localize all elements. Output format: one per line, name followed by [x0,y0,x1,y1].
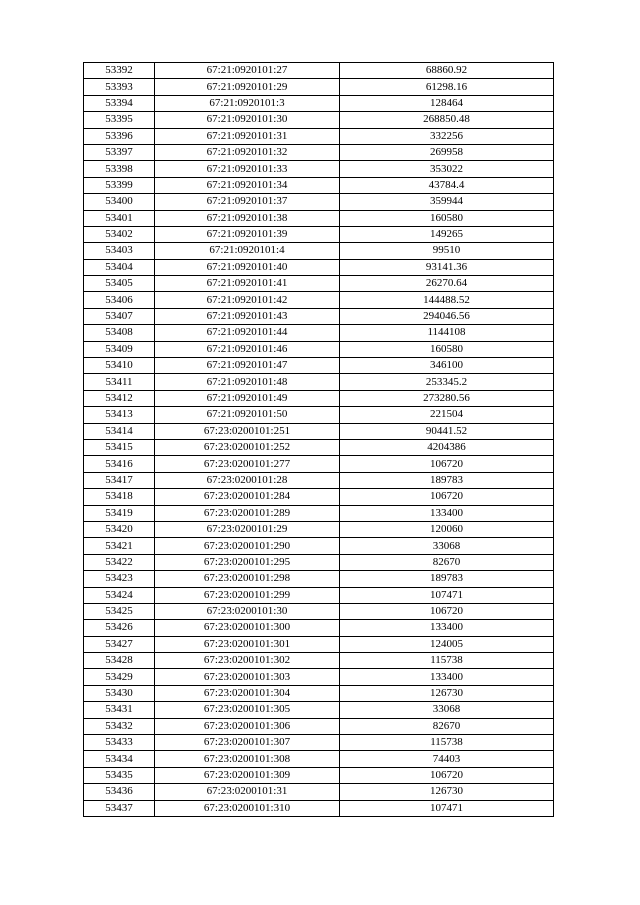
cadastral-number-cell: 67:23:0200101:277 [155,456,340,472]
value-cell: 74403 [340,751,554,767]
value-cell: 332256 [340,128,554,144]
table-row [84,603,554,619]
row-number-cell: 53417 [84,472,155,488]
cadastral-number-cell: 67:21:0920101:46 [155,341,340,357]
row-number-cell: 53403 [84,243,155,259]
table-row [84,554,554,570]
row-number-cell: 53422 [84,554,155,570]
cadastral-number-cell: 67:21:0920101:34 [155,177,340,193]
cadastral-number-cell: 67:23:0200101:251 [155,423,340,439]
value-cell: 269958 [340,144,554,160]
cadastral-number-cell: 67:21:0920101:39 [155,226,340,242]
value-cell: 120060 [340,521,554,537]
value-cell: 273280.56 [340,390,554,406]
value-cell: 128464 [340,95,554,111]
value-cell: 99510 [340,243,554,259]
row-number-cell: 53429 [84,669,155,685]
row-number-cell: 53392 [84,63,155,79]
table-row [84,79,554,95]
cadastral-number-cell: 67:21:0920101:49 [155,390,340,406]
row-number-cell: 53413 [84,407,155,423]
table-row [84,63,554,79]
row-number-cell: 53409 [84,341,155,357]
table-row [84,390,554,406]
table-row [84,538,554,554]
cadastral-number-cell: 67:21:0920101:32 [155,144,340,160]
table-row [84,161,554,177]
table-row [84,784,554,800]
value-cell: 61298.16 [340,79,554,95]
cadastral-number-cell: 67:21:0920101:50 [155,407,340,423]
row-number-cell: 53427 [84,636,155,652]
table-row [84,718,554,734]
cadastral-number-cell: 67:21:0920101:42 [155,292,340,308]
value-cell: 82670 [340,718,554,734]
row-number-cell: 53437 [84,800,155,816]
value-cell: 107471 [340,800,554,816]
row-number-cell: 53397 [84,144,155,160]
row-number-cell: 53394 [84,95,155,111]
table-row [84,636,554,652]
cadastral-number-cell: 67:21:0920101:37 [155,194,340,210]
table-row [84,669,554,685]
row-number-cell: 53428 [84,653,155,669]
value-cell: 126730 [340,685,554,701]
table-row [84,243,554,259]
value-cell: 160580 [340,210,554,226]
table-row [84,358,554,374]
table-row [84,259,554,275]
cadastral-number-cell: 67:23:0200101:310 [155,800,340,816]
row-number-cell: 53410 [84,358,155,374]
cadastral-number-cell: 67:21:0920101:38 [155,210,340,226]
value-cell: 253345.2 [340,374,554,390]
row-number-cell: 53423 [84,571,155,587]
cadastral-number-cell: 67:23:0200101:295 [155,554,340,570]
cadastral-number-cell: 67:23:0200101:308 [155,751,340,767]
value-cell: 144488.52 [340,292,554,308]
table-row [84,685,554,701]
row-number-cell: 53412 [84,390,155,406]
table-row [84,341,554,357]
cadastral-number-cell: 67:23:0200101:31 [155,784,340,800]
table-row [84,489,554,505]
table-row [84,587,554,603]
value-cell: 149265 [340,226,554,242]
table-row [84,374,554,390]
row-number-cell: 53425 [84,603,155,619]
row-number-cell: 53436 [84,784,155,800]
value-cell: 133400 [340,669,554,685]
cadastral-number-cell: 67:23:0200101:29 [155,521,340,537]
value-cell: 346100 [340,358,554,374]
cadastral-number-cell: 67:21:0920101:47 [155,358,340,374]
value-cell: 26270.64 [340,276,554,292]
table-row [84,292,554,308]
row-number-cell: 53418 [84,489,155,505]
table-row [84,308,554,324]
value-cell: 1144108 [340,325,554,341]
cadastral-number-cell: 67:21:0920101:40 [155,259,340,275]
value-cell: 4204386 [340,439,554,455]
value-cell: 133400 [340,620,554,636]
cadastral-number-cell: 67:23:0200101:252 [155,439,340,455]
row-number-cell: 53434 [84,751,155,767]
value-cell: 82670 [340,554,554,570]
row-number-cell: 53398 [84,161,155,177]
row-number-cell: 53401 [84,210,155,226]
table-row [84,521,554,537]
row-number-cell: 53405 [84,276,155,292]
table-row [84,571,554,587]
row-number-cell: 53424 [84,587,155,603]
row-number-cell: 53414 [84,423,155,439]
row-number-cell: 53435 [84,767,155,783]
row-number-cell: 53421 [84,538,155,554]
table-row [84,800,554,816]
cadastral-number-cell: 67:23:0200101:301 [155,636,340,652]
value-cell: 68860.92 [340,63,554,79]
cadastral-number-cell: 67:21:0920101:48 [155,374,340,390]
cadastral-number-cell: 67:23:0200101:28 [155,472,340,488]
row-number-cell: 53400 [84,194,155,210]
table-row [84,767,554,783]
cadastral-number-cell: 67:23:0200101:307 [155,735,340,751]
value-cell: 133400 [340,505,554,521]
table-row [84,407,554,423]
value-cell: 294046.56 [340,308,554,324]
value-cell: 106720 [340,603,554,619]
row-number-cell: 53432 [84,718,155,734]
row-number-cell: 53420 [84,521,155,537]
value-cell: 124005 [340,636,554,652]
table-row [84,653,554,669]
cadastral-number-cell: 67:23:0200101:305 [155,702,340,718]
table-row [84,128,554,144]
cadastral-number-cell: 67:21:0920101:27 [155,63,340,79]
value-cell: 33068 [340,538,554,554]
cadastral-number-cell: 67:23:0200101:284 [155,489,340,505]
table-row [84,325,554,341]
value-cell: 107471 [340,587,554,603]
cadastral-number-cell: 67:23:0200101:290 [155,538,340,554]
value-cell: 106720 [340,489,554,505]
table-row [84,177,554,193]
data-table [83,62,554,817]
cadastral-number-cell: 67:23:0200101:299 [155,587,340,603]
row-number-cell: 53402 [84,226,155,242]
row-number-cell: 53393 [84,79,155,95]
table-row [84,620,554,636]
row-number-cell: 53419 [84,505,155,521]
cadastral-number-cell: 67:23:0200101:302 [155,653,340,669]
value-cell: 33068 [340,702,554,718]
value-cell: 115738 [340,653,554,669]
value-cell: 43784.4 [340,177,554,193]
value-cell: 353022 [340,161,554,177]
row-number-cell: 53404 [84,259,155,275]
value-cell: 189783 [340,571,554,587]
table-row [84,702,554,718]
table-body [84,63,554,817]
row-number-cell: 53416 [84,456,155,472]
table-row [84,456,554,472]
row-number-cell: 53395 [84,112,155,128]
value-cell: 106720 [340,456,554,472]
value-cell: 160580 [340,341,554,357]
row-number-cell: 53406 [84,292,155,308]
row-number-cell: 53430 [84,685,155,701]
cadastral-number-cell: 67:21:0920101:44 [155,325,340,341]
cadastral-number-cell: 67:23:0200101:30 [155,603,340,619]
value-cell: 115738 [340,735,554,751]
table-row [84,439,554,455]
table-row [84,210,554,226]
row-number-cell: 53408 [84,325,155,341]
cadastral-number-cell: 67:23:0200101:289 [155,505,340,521]
row-number-cell: 53407 [84,308,155,324]
value-cell: 189783 [340,472,554,488]
row-number-cell: 53415 [84,439,155,455]
table-row [84,735,554,751]
cadastral-number-cell: 67:21:0920101:31 [155,128,340,144]
cadastral-number-cell: 67:21:0920101:30 [155,112,340,128]
table-row [84,95,554,111]
row-number-cell: 53396 [84,128,155,144]
cadastral-number-cell: 67:23:0200101:304 [155,685,340,701]
table-row [84,751,554,767]
value-cell: 268850.48 [340,112,554,128]
row-number-cell: 53426 [84,620,155,636]
row-number-cell: 53399 [84,177,155,193]
table-row [84,226,554,242]
cadastral-number-cell: 67:23:0200101:298 [155,571,340,587]
value-cell: 126730 [340,784,554,800]
table-row [84,505,554,521]
table-row [84,276,554,292]
row-number-cell: 53433 [84,735,155,751]
table-row [84,472,554,488]
cadastral-number-cell: 67:21:0920101:3 [155,95,340,111]
cadastral-number-cell: 67:23:0200101:306 [155,718,340,734]
cadastral-number-cell: 67:21:0920101:4 [155,243,340,259]
row-number-cell: 53411 [84,374,155,390]
value-cell: 106720 [340,767,554,783]
cadastral-number-cell: 67:23:0200101:309 [155,767,340,783]
cadastral-number-cell: 67:21:0920101:41 [155,276,340,292]
cadastral-number-cell: 67:21:0920101:43 [155,308,340,324]
value-cell: 359944 [340,194,554,210]
cadastral-number-cell: 67:23:0200101:303 [155,669,340,685]
cadastral-number-cell: 67:23:0200101:300 [155,620,340,636]
value-cell: 221504 [340,407,554,423]
table-row [84,194,554,210]
table-row [84,112,554,128]
value-cell: 90441.52 [340,423,554,439]
table-row [84,144,554,160]
row-number-cell: 53431 [84,702,155,718]
cadastral-number-cell: 67:21:0920101:33 [155,161,340,177]
cadastral-number-cell: 67:21:0920101:29 [155,79,340,95]
value-cell: 93141.36 [340,259,554,275]
table-row [84,423,554,439]
